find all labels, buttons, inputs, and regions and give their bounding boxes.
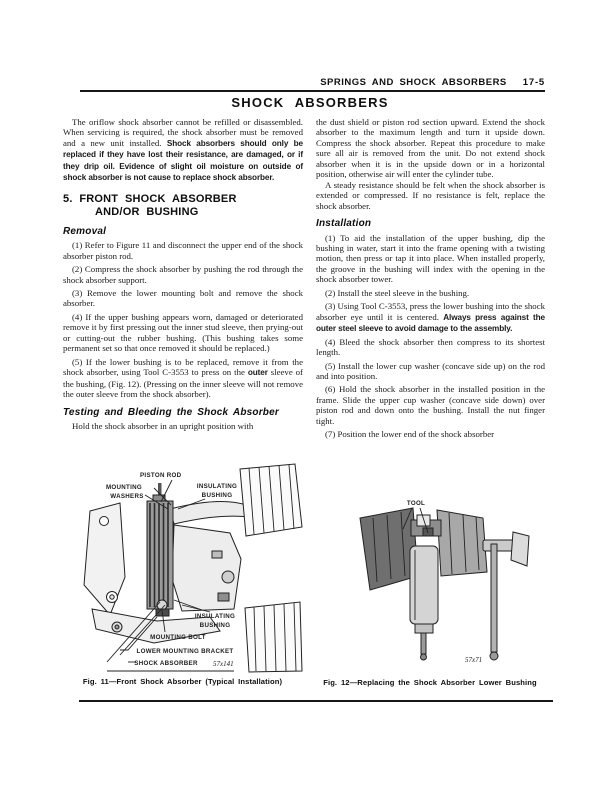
- step-text: (1) To aid the installation of the upper bushing, dip the bushing in water, start it into the frame opening with a twisting motion, then press or tap it into place. When installed properly, the groove in the bushing will index with the opening in the shock absorber tower.: [316, 232, 545, 285]
- installation-step-1: [316, 233, 545, 286]
- label-tool: TOOL: [406, 500, 426, 507]
- vise-and-tool-illustration: [360, 508, 529, 660]
- running-head: [300, 77, 545, 88]
- label-mounting-washers-1: MOUNTING: [105, 484, 143, 491]
- section-heading-line2: AND/OR BUSHING: [95, 205, 199, 218]
- figure-11: [62, 459, 303, 686]
- removal-step-5: [63, 357, 303, 400]
- header-rule: [80, 90, 545, 92]
- label-lower-mounting-bracket: LOWER MOUNTING BRACKET: [136, 648, 234, 655]
- intro-bold-text: Shock absorbers should only be replaced if they have lost their resistance, are damaged, or if they drip oil. Evidence of slight oil moisture on outside of shock absorber is not cause to replace shock absorber.: [63, 138, 304, 183]
- label-insulating-bushing-top-2: BUSHING: [201, 492, 233, 499]
- step-text: (3) Using Tool C-3553, press the lower bushing into the shock absorber eye until it is centered.: [316, 301, 545, 322]
- shock-absorber-illustration: [147, 501, 173, 609]
- left-column: [63, 117, 303, 431]
- label-piston-rod: PISTON ROD: [140, 472, 182, 479]
- section-heading-line1: 5. FRONT SHOCK ABSORBER: [63, 192, 237, 205]
- figure-12: [315, 494, 545, 687]
- testing-text: Hold the shock absorber in an upright position with: [72, 420, 254, 431]
- installation-step-7: [316, 429, 545, 440]
- photo-code-57x141: 57x141: [213, 660, 234, 668]
- figure11-drawing: [62, 459, 303, 674]
- intro-paragraph: [63, 117, 303, 184]
- installation-step-3: [316, 301, 545, 334]
- testing-heading: Testing and Bleeding the Shock Absorber: [63, 406, 279, 418]
- photo-code-57x71: 57x71: [465, 656, 483, 664]
- step-bold-text: Always press against the outer steel sleeve to avoid damage to the assembly.: [316, 312, 546, 334]
- removal-step-2: [63, 264, 303, 286]
- installation-step-4: [316, 337, 545, 359]
- tool-handle-illustration: [491, 544, 497, 652]
- page-bottom-rule: [79, 700, 553, 702]
- installation-step-6: [316, 384, 545, 427]
- installation-step-2: [316, 288, 545, 299]
- running-head-title: SPRINGS AND SHOCK ABSORBERS: [320, 77, 507, 88]
- step-text: (1) Refer to Figure 11 and disconnect the upper end of the shock absorber piston rod.: [63, 240, 303, 261]
- removal-step-3: [63, 288, 303, 310]
- section-heading: [63, 193, 303, 219]
- shock-absorber-illustration: [410, 546, 438, 624]
- figure12-drawing: [315, 494, 545, 673]
- step-bold-text: outer: [247, 368, 268, 378]
- step-text: sleeve of the bushing, (Fig. 12). (Pressing on the inner sleeve will not remove the outer sleeve from the shock absorber).: [63, 367, 303, 400]
- label-mounting-washers-2: WASHERS: [110, 493, 144, 500]
- step-text: (2) Compress the shock absorber by pushing the rod through the shock absorber support.: [63, 264, 303, 285]
- tool-illustration: [417, 515, 430, 526]
- page-title: SHOCK ABSORBERS: [231, 95, 389, 110]
- continued-paragraph: the dust shield or piston rod section upward. Extend the shock absorber to the maximum length and turn it upside down. Compress the shock absorber. Repeat this procedure to make sure all air is removed from the unit. Do not extend shock absorber when it is in the upside down or in a horizontal position, otherwise air will enter the cylinder tube.: [316, 117, 545, 180]
- step-text: (5) Install the lower cup washer (concave side up) on the rod and into position.: [316, 360, 545, 381]
- label-insulating-bushing-bottom-2: BUSHING: [199, 622, 231, 629]
- step-text: (2) Install the steel sleeve in the bushing.: [325, 287, 470, 298]
- resistance-paragraph: A steady resistance should be felt when the shock absorber is extended or compressed. If no resistance is felt, replace the shock absorber.: [316, 179, 545, 211]
- step-text: (5) If the lower bushing is to be replaced, remove it from the shock absorber, using Tool C-3553 to press on the: [63, 356, 303, 378]
- step-text: (6) Hold the shock absorber in the installed position in the frame. Slide the upper cup washer (concave side down) over piston rod and down onto the bushing. Install the nut finger tight.: [316, 384, 545, 426]
- right-column: [316, 117, 545, 441]
- step-text: (4) Bleed the shock absorber then compress to its shortest length.: [316, 336, 545, 358]
- removal-heading: Removal: [63, 225, 107, 237]
- removal-step-1: [63, 240, 303, 262]
- label-insulating-bushing-bottom-1: INSULATING: [194, 613, 236, 620]
- installation-heading: Installation: [316, 218, 372, 230]
- label-shock-absorber: SHOCK ABSORBER: [134, 660, 198, 667]
- installation-step-5: [316, 361, 545, 383]
- figure12-caption: Fig. 12—Replacing the Shock Absorber Lower Bushing: [323, 678, 537, 687]
- figure11-caption: Fig. 11—Front Shock Absorber (Typical Installation): [82, 677, 283, 686]
- page-number: 17-5: [522, 77, 545, 88]
- label-mounting-bolt: MOUNTING BOLT: [150, 634, 206, 641]
- step-text: (4) If the upper bushing appears worn, damaged or deteriorated remove it by first pressing out the inner stud sleeve, then prying-out or cutting-out the rubber bushing. (This bushing takes some permanent set so that once removed it should be replaced.): [63, 311, 303, 354]
- label-insulating-bushing-top-1: INSULATING: [196, 483, 238, 490]
- intro-text: The oriflow shock absorber cannot be refilled or disassembled. When servicing is required, the shock absorber must be removed and a new unit installed.: [63, 117, 303, 148]
- step-text: (3) Remove the lower mounting bolt and remove the shock absorber.: [63, 287, 303, 309]
- step-text: (7) Position the lower end of the shock absorber: [325, 429, 495, 440]
- removal-step-4: [63, 312, 303, 355]
